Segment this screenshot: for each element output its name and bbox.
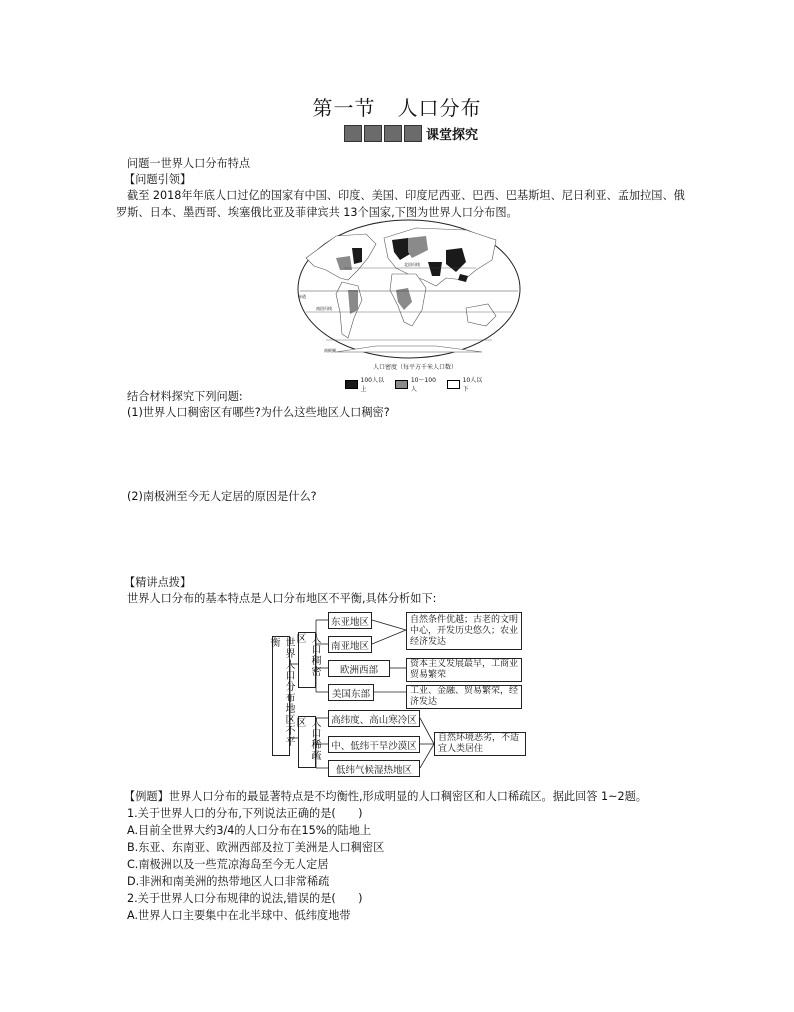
- dense-region-box: 南亚地区: [328, 636, 372, 653]
- section-label: 课堂探究: [426, 128, 479, 143]
- diagram-sparse-node: 人口稀疏区: [298, 716, 316, 768]
- example-tag: 【例题】: [124, 790, 169, 803]
- section-header: [344, 125, 478, 142]
- dense-region-box: 东亚地区: [328, 612, 372, 629]
- mc2-option: A.世界人口主要集中在北半球中、低纬度地带: [127, 909, 351, 922]
- mc1-option: C.南极洲以及一些荒凉海岛至今无人定居: [127, 858, 329, 871]
- legend-swatch-sparse: [447, 380, 460, 389]
- legend-label: 10～100人: [410, 377, 436, 393]
- dense-region-box: 欧洲西部: [328, 660, 390, 677]
- explore-prompt: 结合材料探究下列问题:: [127, 390, 243, 403]
- example-paragraph: [124, 789, 647, 805]
- intro-line-2: 罗斯、日本、墨西哥、埃塞俄比亚及菲律宾共 13个国家,下图为世界人口分布图。: [116, 206, 518, 219]
- intro-line-1: 截至 2018年年底人口过亿的国家有中国、印度、美国、印度尼西亚、巴西、巴基斯坦、尼日利亚、孟加拉国、俄: [127, 189, 685, 202]
- mc1-stem: 1.关于世界人口的分布,下列说法正确的是( ): [127, 807, 363, 820]
- guide-tag: 【问题引领】: [124, 173, 192, 186]
- sparse-region-box: 中、低纬干旱沙漠区: [328, 736, 420, 753]
- reason-box-europe: 资本主义发展最早，工商业贸易繁荣: [406, 658, 522, 682]
- legend-title: 人口密度（每平方千米人口数）: [372, 364, 457, 371]
- reason-box-sparse: 自然环境恶劣，不适宜人类居住: [434, 732, 526, 756]
- map-line-label: 南极圈: [324, 348, 336, 353]
- map-legend: [345, 362, 485, 393]
- reason-box-us: 工业、金融、贸易繁荣，经济发达: [406, 685, 522, 709]
- mc1-option: B.东亚、东南亚、欧洲西部及拉丁美洲是人口稠密区: [127, 841, 385, 854]
- legend-label: 10人以下: [462, 377, 483, 393]
- sparse-region-box: 低纬气候湿热地区: [328, 760, 420, 777]
- question-heading: 问题一世界人口分布特点: [127, 157, 251, 170]
- question-2: (2)南极洲至今无人定居的原因是什么?: [127, 490, 317, 503]
- mc1-option: D.非洲和南美洲的热带地区人口非常稀疏: [127, 875, 330, 888]
- title-section-number: 第一节: [312, 96, 376, 120]
- mc1-option: A.目前全世界大约3/4的人口分布在15%的陆地上: [127, 824, 372, 837]
- header-block: [364, 125, 382, 142]
- legend-swatch-medium: [395, 380, 408, 389]
- mc2-stem: 2.关于世界人口分布规律的说法,错误的是( ): [127, 892, 363, 905]
- header-block: [384, 125, 402, 142]
- question-1: (1)世界人口稠密区有哪些?为什么这些地区人口稠密?: [127, 406, 390, 419]
- sparse-region-box: 高纬度、高山寒冷区: [328, 710, 420, 727]
- key-points-text: 世界人口分布的基本特点是人口分布地区不平衡,具体分析如下:: [127, 592, 437, 605]
- map-line-label: 赤道: [298, 294, 306, 299]
- page-title: [0, 92, 794, 121]
- map-line-label: 南回归线: [316, 306, 332, 311]
- population-distribution-diagram: [268, 608, 530, 780]
- legend-label: 100人以上: [360, 377, 384, 393]
- reason-box-asia: 自然条件优越；古老的文明中心，开发历史悠久；农业经济发达: [406, 612, 522, 650]
- example-text: 世界人口分布的最显著特点是不均衡性,形成明显的人口稠密区和人口稀疏区。据此回答 1~2题。: [168, 790, 647, 803]
- diagram-dense-node: 人口稠密区: [298, 632, 316, 688]
- header-block: [404, 125, 422, 142]
- map-line-label: 北回归线: [404, 262, 420, 267]
- legend-swatch-dense: [345, 380, 358, 389]
- diagram-root: 世界人口分布地区不平衡: [272, 636, 290, 756]
- title-topic: 人口分布: [397, 96, 482, 120]
- header-block: [344, 125, 362, 142]
- key-points-tag: 【精讲点拨】: [124, 576, 192, 589]
- world-population-map: [296, 218, 522, 360]
- dense-region-box: 美国东部: [328, 684, 374, 701]
